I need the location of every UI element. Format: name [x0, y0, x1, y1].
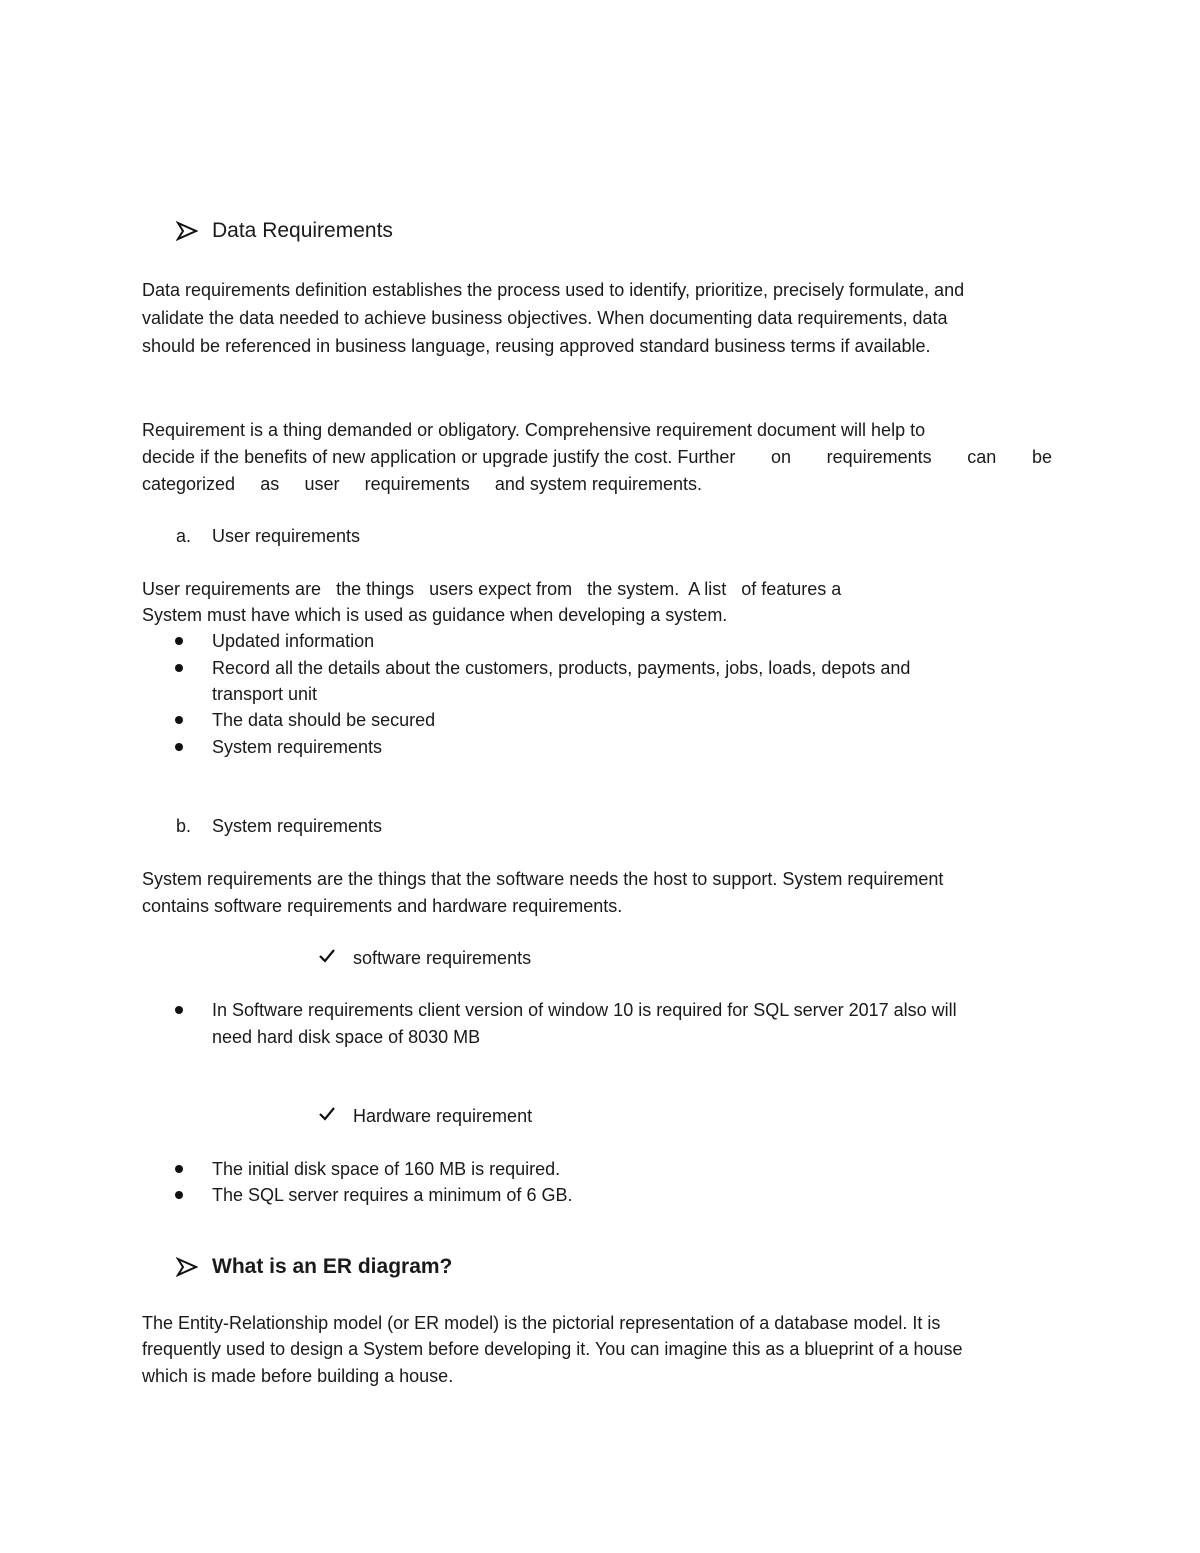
- word: be: [1031, 447, 1052, 467]
- section-heading-er-diagram: What is an ER diagram?: [212, 1255, 453, 1278]
- list-item: System requirements: [212, 737, 383, 757]
- word: as: [260, 474, 280, 494]
- word: decide if the benefits of new application or upgrade justify the cost. Further: [142, 447, 736, 467]
- round-bullet-icon: [175, 1191, 183, 1199]
- round-bullet-icon: [175, 716, 183, 724]
- list-item: Record all the details about the customers, products, payments, jobs, loads, depots and: [212, 658, 911, 678]
- arrow-bullet-icon: [176, 1257, 198, 1277]
- round-bullet-icon: [175, 664, 183, 672]
- list-item: Updated information: [212, 631, 375, 651]
- list-item: The initial disk space of 160 MB is required.: [212, 1159, 561, 1179]
- arrow-bullet-icon: [176, 221, 198, 241]
- paragraph-line: frequently used to design a System before developing it. You can imagine this as a blueprint of a house: [142, 1339, 963, 1359]
- list-item: The SQL server requires a minimum of 6 GB.: [212, 1185, 573, 1205]
- word: user: [304, 474, 340, 494]
- word: and system requirements.: [494, 474, 702, 494]
- word: can: [967, 447, 997, 467]
- word: requirements: [826, 447, 932, 467]
- paragraph-line: which is made before building a house.: [142, 1366, 454, 1386]
- list-item: The data should be secured: [212, 710, 436, 730]
- checkmark-icon: [318, 1106, 336, 1122]
- paragraph-line: validate the data needed to achieve business objectives. When documenting data requirements, data: [142, 308, 948, 328]
- subsection-title-system-requirements: System requirements: [212, 816, 383, 836]
- paragraph-line: Data requirements definition establishes the process used to identify, prioritize, precisely formulate, and: [142, 280, 965, 300]
- checkmark-icon: [318, 948, 336, 964]
- round-bullet-icon: [175, 637, 183, 645]
- paragraph-line: should be referenced in business language, reusing approved standard business terms if available.: [142, 336, 931, 356]
- section-heading-data-requirements: Data Requirements: [212, 219, 393, 242]
- paragraph-line: System requirements are the things that the software needs the host to support. System requirement: [142, 869, 944, 889]
- word: on: [770, 447, 791, 467]
- list-item-continuation: transport unit: [212, 684, 318, 704]
- paragraph-line: User requirements are the things users expect from the system. A list of features a: [142, 579, 842, 599]
- round-bullet-icon: [175, 1165, 183, 1173]
- list-item-continuation: need hard disk space of 8030 MB: [212, 1027, 481, 1047]
- list-item: In Software requirements client version of window 10 is required for SQL server 2017 also will: [212, 1000, 957, 1020]
- round-bullet-icon: [175, 743, 183, 751]
- subsection-title-user-requirements: User requirements: [212, 526, 361, 546]
- paragraph-line: The Entity-Relationship model (or ER model) is the pictorial representation of a database model. It is: [142, 1313, 941, 1333]
- paragraph-line-justified: [142, 471, 702, 497]
- checklist-title-software: software requirements: [353, 948, 532, 968]
- paragraph-line-justified: [142, 444, 1052, 470]
- paragraph-line: Requirement is a thing demanded or obligatory. Comprehensive requirement document will help to: [142, 420, 926, 440]
- word: categorized: [142, 474, 236, 494]
- paragraph-line: System must have which is used as guidance when developing a system.: [142, 605, 728, 625]
- checklist-title-hardware: Hardware requirement: [353, 1106, 533, 1126]
- paragraph-line: contains software requirements and hardware requirements.: [142, 896, 623, 916]
- word: requirements: [364, 474, 470, 494]
- list-marker-a: a.: [176, 526, 192, 546]
- list-marker-b: b.: [176, 816, 192, 836]
- round-bullet-icon: [175, 1006, 183, 1014]
